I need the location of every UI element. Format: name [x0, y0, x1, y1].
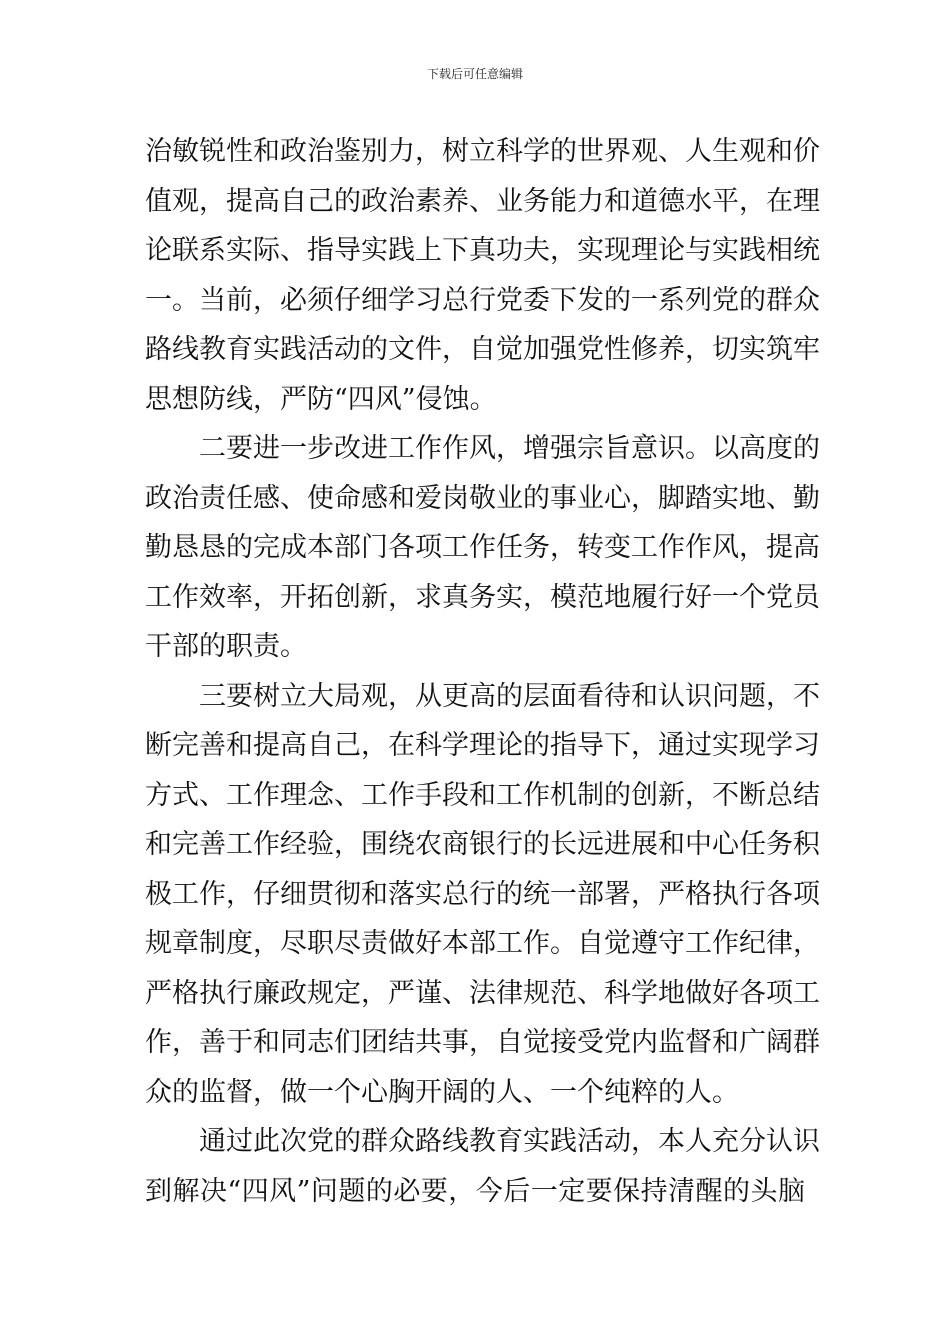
paragraph — [145, 672, 820, 1118]
text-line: 政治责任感、使命感和爱岗敬业的事业心，脚踏实地、勤 — [145, 482, 820, 514]
document-body — [145, 127, 820, 1216]
text-line: 到解决“四风”问题的必要，今后一定要保持清醒的头脑 — [145, 1175, 805, 1207]
text-line: 论联系实际、指导实践上下真功夫，实现理论与实践相统 — [145, 235, 820, 266]
text-line: 路线教育实践活动的文件，自觉加强党性修养，切实筑牢 — [145, 334, 820, 365]
text-line: 和完善工作经验，围绕农商银行的长远进展和中心任务积 — [145, 829, 820, 860]
text-line: 极工作，仔细贯彻和落实总行的统一部署，严格执行各项 — [145, 878, 820, 910]
text-line: 三要树立大局观，从更高的层面看待和认识问题，不 — [199, 680, 820, 712]
text-line: 思想防线，严防“四风”侵蚀。 — [145, 383, 497, 415]
text-line: 一。当前，必须仔细学习总行党委下发的一系列党的群众 — [145, 284, 820, 316]
text-line: 勤恳恳的完成本部门各项工作任务，转变工作作风，提高 — [145, 532, 820, 563]
text-line: 作，善于和同志们团结共事，自觉接受党内监督和广阔群 — [145, 1027, 820, 1058]
text-line: 方式、工作理念、工作手段和工作机制的创新，不断总结 — [145, 779, 820, 811]
text-line: 断完善和提高自己，在科学理论的指导下，通过实现学习 — [145, 730, 820, 761]
text-line: 严格执行廉政规定，严谨、法律规范、科学地做好各项工 — [145, 977, 820, 1009]
text-line: 通过此次党的群众路线教育实践活动，本人充分认识 — [199, 1126, 820, 1157]
text-line: 二要进一步改进工作作风，增强宗旨意识。以高度的 — [199, 433, 820, 464]
paragraph — [145, 424, 820, 672]
text-line: 工作效率，开拓创新，求真务实，模范地履行好一个党员 — [145, 581, 820, 613]
page-header: 下载后可任意编辑 — [426, 67, 523, 81]
text-line: 干部的职责。 — [145, 631, 307, 662]
text-line: 值观，提高自己的政治素养、业务能力和道德水平，在理 — [145, 185, 820, 217]
text-line: 规章制度，尽职尽责做好本部工作。自觉遵守工作纪律， — [145, 928, 820, 959]
text-line: 众的监督，做一个心胸开阔的人、一个纯粹的人。 — [145, 1076, 739, 1108]
text-line: 治敏锐性和政治鉴别力，树立科学的世界观、人生观和价 — [145, 136, 820, 167]
paragraph — [145, 1117, 820, 1216]
paragraph — [145, 127, 820, 424]
